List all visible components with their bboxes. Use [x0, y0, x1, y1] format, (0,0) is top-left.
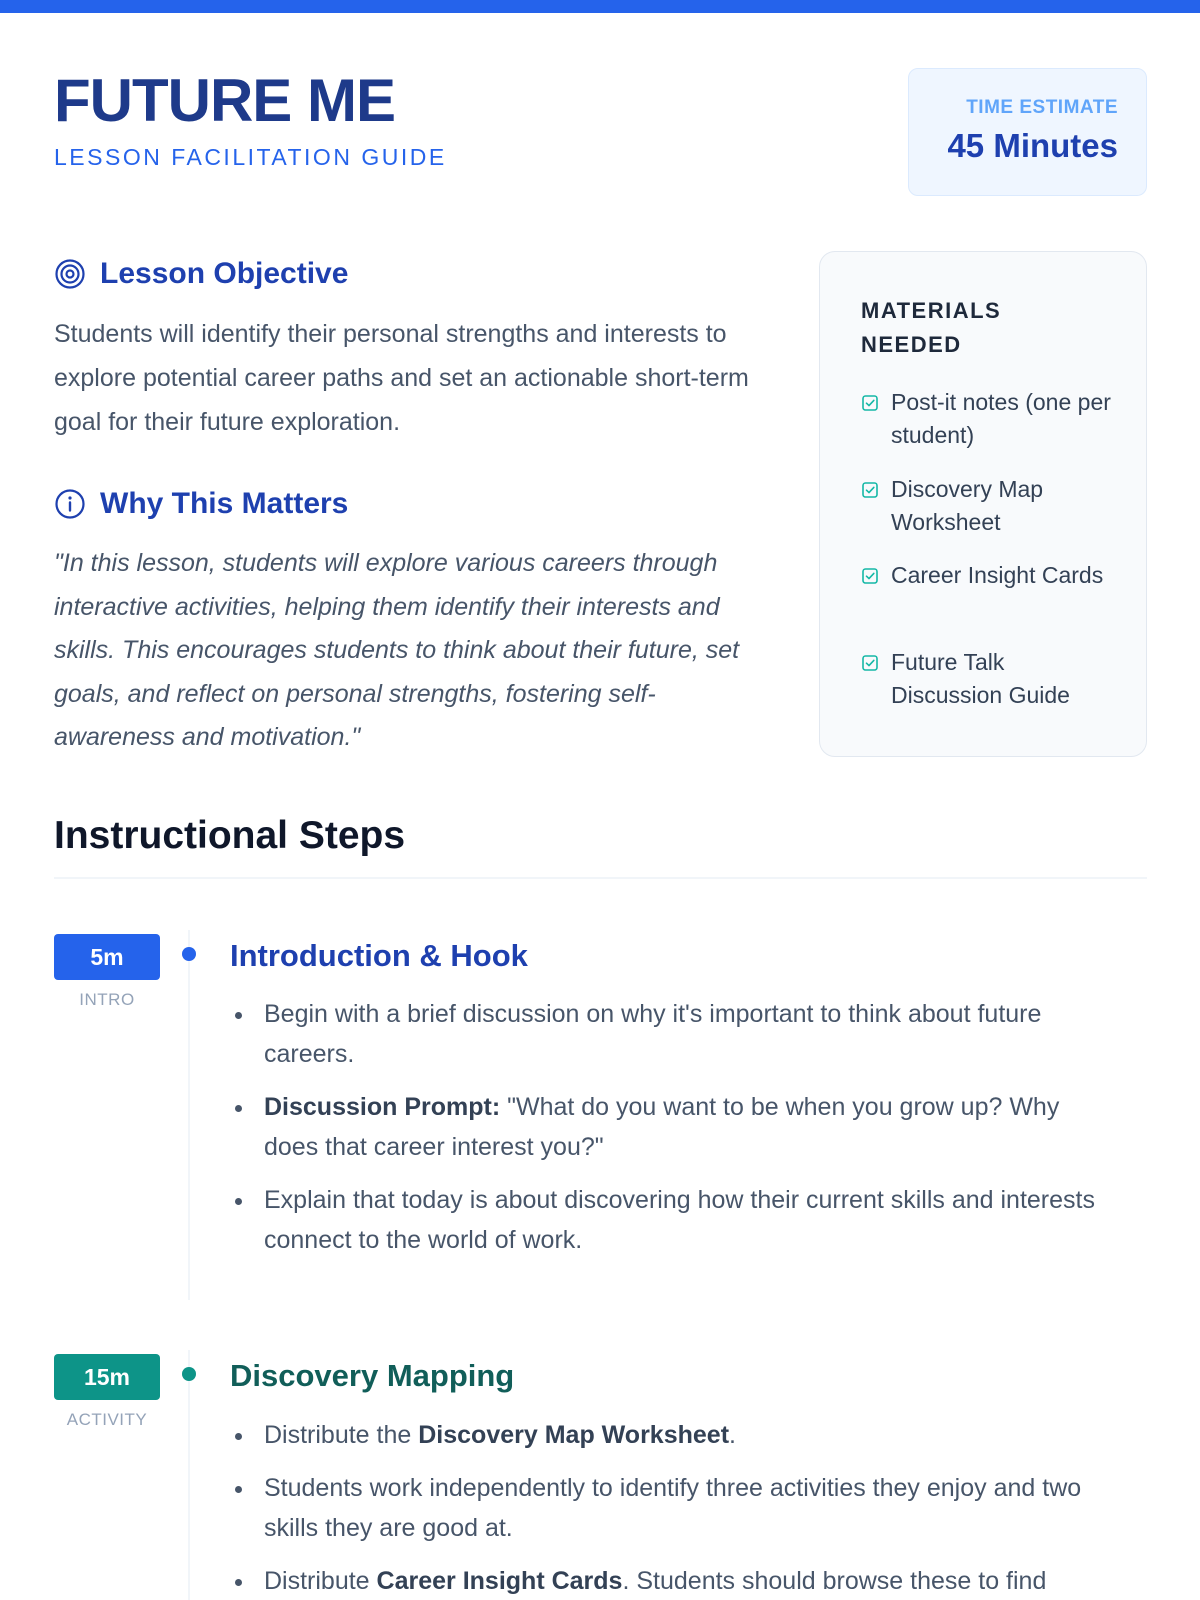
duration-badge: 15m	[54, 1354, 160, 1400]
step-bullets	[232, 994, 1112, 1273]
why-heading-text: Why This Matters	[100, 487, 349, 520]
step-bullets	[232, 1415, 1112, 1600]
time-estimate-card	[908, 68, 1147, 196]
step-bullet: Begin with a brief discussion on why it's important to think about future careers.	[232, 994, 1112, 1074]
step-title: Introduction & Hook	[230, 938, 528, 973]
step-type-label: ACTIVITY	[66, 1410, 148, 1429]
objective-text: Students will identify their personal strengths and interests to explore potential career paths and set an actionable short-term goal for their future exploration.	[54, 320, 749, 436]
target-icon	[54, 258, 86, 290]
step-bullet: Distribute Career Insight Cards. Students should browse these to find	[232, 1561, 1112, 1600]
time-estimate-value: 45 Minutes	[947, 127, 1118, 164]
checkbox-icon	[861, 394, 879, 412]
checkbox-icon	[861, 654, 879, 672]
objective-heading-text: Lesson Objective	[100, 257, 349, 290]
timeline-line	[188, 930, 190, 1300]
material-item	[861, 473, 1111, 539]
timeline-line	[188, 1350, 190, 1600]
timeline-dot	[182, 947, 196, 961]
divider	[54, 877, 1147, 879]
material-item-text: Future Talk Discussion Guide	[891, 649, 1070, 708]
step-bullet: Discussion Prompt: "What do you want to be when you grow up? Why does that career interest you?"	[232, 1087, 1112, 1167]
top-accent-bar	[0, 0, 1200, 13]
steps-section-title: Instructional Steps	[54, 814, 406, 857]
material-item	[861, 646, 1111, 712]
timeline-dot	[182, 1367, 196, 1381]
why-quote: "In this lesson, students will explore various careers through interactive activities, helping them identify their interests and skills. This encourages students to think about their future, set goals, and reflect on personal strengths, fostering self-awareness and motivation."	[54, 549, 740, 751]
duration-badge: 5m	[54, 934, 160, 980]
step-bullet: Explain that today is about discovering how their current skills and interests connect to the world of work.	[232, 1180, 1112, 1260]
why-heading	[54, 486, 348, 522]
info-icon	[54, 488, 86, 520]
materials-card	[819, 251, 1147, 757]
material-item-text: Post-it notes (one per student)	[891, 389, 1111, 448]
material-item-text: Discovery Map Worksheet	[891, 476, 1044, 535]
material-item	[861, 386, 1111, 452]
page-title: FUTURE ME	[54, 67, 395, 134]
page-subtitle: LESSON FACILITATION GUIDE	[54, 144, 447, 170]
time-estimate-label: TIME ESTIMATE	[966, 97, 1118, 118]
step-type-label: INTRO	[79, 990, 135, 1009]
checkbox-icon	[861, 481, 879, 499]
step-bullet: Distribute the Discovery Map Worksheet.	[232, 1415, 1112, 1455]
checkbox-icon	[861, 567, 879, 585]
material-item	[861, 559, 1111, 592]
objective-heading	[54, 256, 348, 292]
step-title: Discovery Mapping	[230, 1358, 515, 1393]
materials-title: MATERIALS NEEDED	[861, 298, 1002, 357]
material-item-text: Career Insight Cards	[891, 562, 1104, 588]
step-bullet: Students work independently to identify three activities they enjoy and two skills they are good at.	[232, 1468, 1112, 1548]
